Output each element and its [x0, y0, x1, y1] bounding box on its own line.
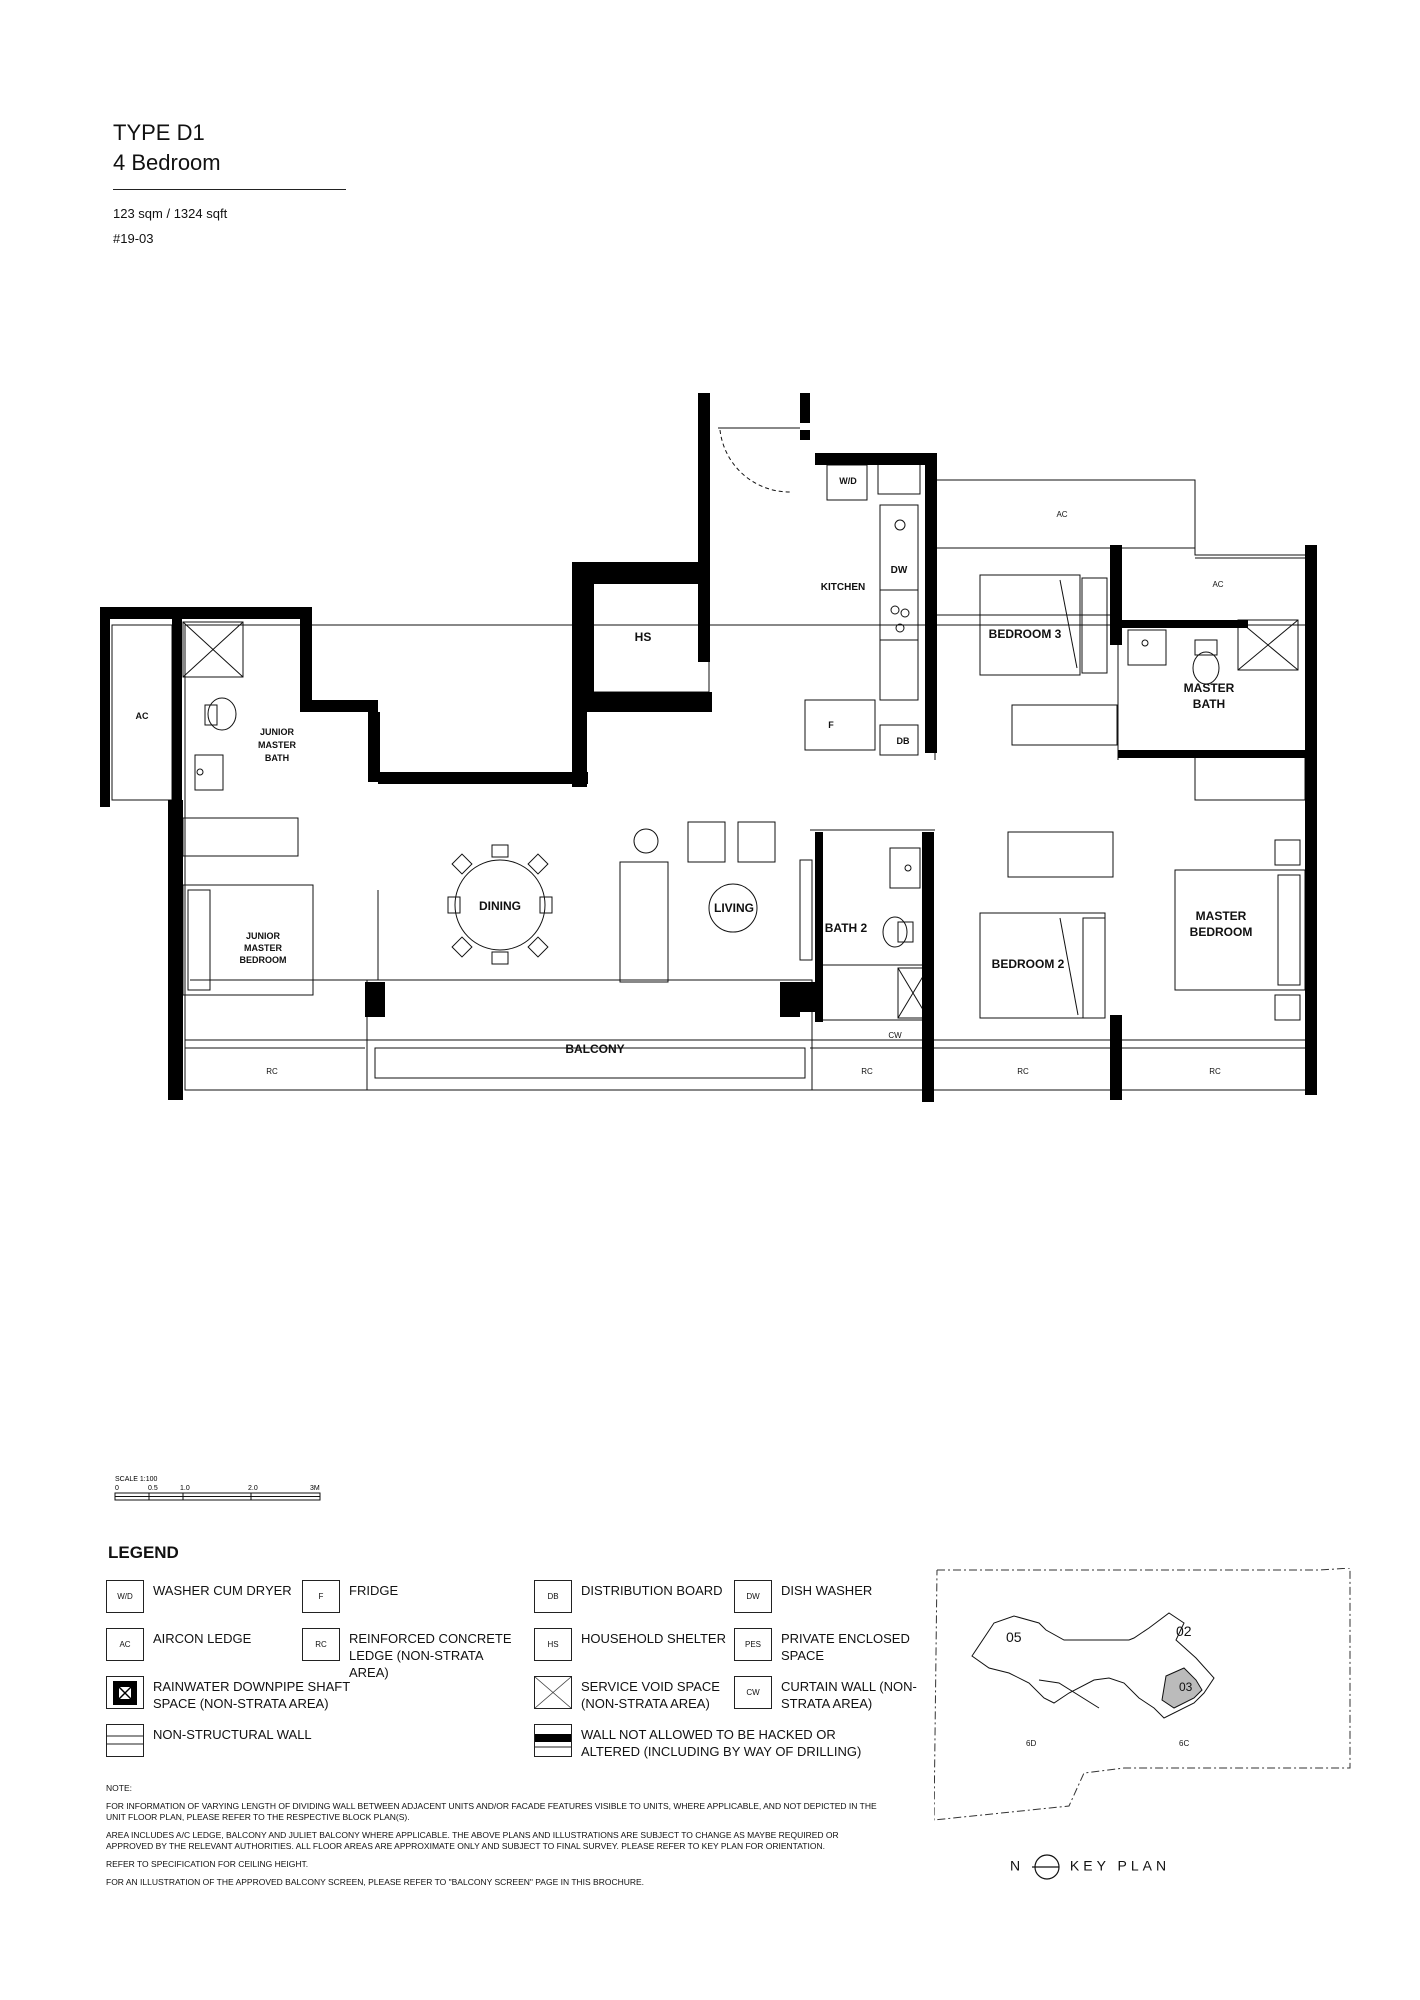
code-label-db: DB [896, 736, 910, 746]
note-line: FOR AN ILLUSTRATION OF THE APPROVED BALCONY SCREEN, PLEASE REFER TO "BALCONY SCREEN" PAGE IN THIS BROCHURE. [106, 1877, 645, 1887]
note-line: AREA INCLUDES A/C LEDGE, BALCONY AND JULIET BALCONY WHERE APPLICABLE. THE ABOVE PLANS AND ILLUSTRATIONS ARE SUBJECT TO CHANGE AS MAYBE REQUIRED OR APPROVED BY THE RELEVANT AUTHORITIES. ALL FLOOR AREAS ARE APPROXIMATE ONLY AND SUBJECT TO FINAL SURVEY. PLEASE REFER TO KEY PLAN FOR ORIENTATION. [106, 1830, 839, 1851]
legend-text: NON-STRUCTURAL WALL [153, 1727, 312, 1742]
legend-item-washer [106, 1580, 292, 1613]
legend-box: PES [734, 1628, 772, 1661]
room-label-master-bedroom-2: BEDROOM [1189, 925, 1253, 939]
room-label-master-bath-1: MASTER [1183, 681, 1235, 695]
key-plan [934, 1568, 1354, 1828]
notes-heading: NOTE: [106, 1783, 132, 1793]
legend-box: AC [106, 1628, 144, 1661]
legend-item-curtain-wall [734, 1676, 934, 1712]
legend-title: LEGEND [108, 1543, 179, 1562]
code-label-rc-2: RC [861, 1067, 873, 1076]
code-label-wd: W/D [839, 476, 857, 486]
note-line: FOR INFORMATION OF VARYING LENGTH OF DIVIDING WALL BETWEEN ADJACENT UNITS AND/OR FACADE FEATURES VISIBLE TO UNITS, WHERE APPLICABLE, AND NOT DEPICTED IN THE UNIT FLOOR PLAN, PLEASE REFER TO THE RESPECTIVE BLOCK PLAN(S). [106, 1801, 877, 1822]
legend-text: DISH WASHER [781, 1583, 873, 1598]
scale-tick-3: 3M [310, 1485, 320, 1492]
room-label-junior-bath-2: MASTER [258, 740, 296, 750]
keyplan-block-6c: 6C [1179, 1739, 1190, 1748]
key-plan-label [1010, 1852, 1170, 1882]
room-label-junior-bedroom-2: MASTER [244, 943, 282, 953]
legend-text: FRIDGE [349, 1583, 399, 1598]
code-label-cw: CW [888, 1031, 902, 1040]
room-label-junior-bath-3: BATH [264, 753, 290, 763]
keyplan-unit-05: 05 [1006, 1629, 1022, 1645]
code-label-rc-3: RC [1017, 1067, 1029, 1076]
scale-bar [113, 1472, 333, 1512]
keyplan-unit-02: 02 [1176, 1623, 1192, 1639]
legend-item-service-void [534, 1676, 734, 1712]
legend-box: DB [534, 1580, 572, 1613]
legend-box: W/D [106, 1580, 144, 1613]
legend-item-dish-washer [734, 1580, 872, 1613]
legend-text: WASHER CUM DRYER [153, 1583, 292, 1598]
keyplan-unit-03: 03 [1179, 1680, 1193, 1694]
legend-text: AIRCON LEDGE [153, 1631, 252, 1646]
legend-text: REINFORCED CONCRETE LEDGE (NON-STRATA AREA) [349, 1631, 512, 1680]
room-label-bedroom-3: BEDROOM 3 [988, 627, 1062, 641]
room-label-junior-bedroom-3: BEDROOM [239, 955, 287, 965]
legend-box: F [302, 1580, 340, 1613]
legend-text: DISTRIBUTION BOARD [581, 1583, 723, 1598]
legend-box: HS [534, 1628, 572, 1661]
rainwater-downpipe-icon [106, 1676, 144, 1709]
legend-item-fridge [302, 1580, 398, 1613]
code-label-ac-left: AC [135, 711, 149, 721]
non-structural-wall-icon [106, 1724, 144, 1757]
scale-tick-2: 2.0 [248, 1485, 258, 1492]
legend-box: CW [734, 1676, 772, 1709]
north-label: N [1010, 1857, 1025, 1874]
legend-text: RAINWATER DOWNPIPE SHAFT SPACE (NON-STRATA AREA) [153, 1679, 350, 1711]
room-label-bath-2: BATH 2 [824, 921, 868, 935]
room-label-dining: DINING [479, 899, 521, 913]
legend-item-pes [734, 1628, 934, 1664]
structural-wall-icon [534, 1724, 572, 1757]
unit-number: #19-03 [113, 231, 154, 246]
legend-item-distribution-board [534, 1580, 723, 1613]
service-void-icon [534, 1676, 572, 1709]
code-label-ac-right: AC [1212, 580, 1224, 589]
code-label-f: F [828, 720, 834, 730]
legend-item-rc-ledge [302, 1628, 532, 1681]
room-label-junior-bedroom-1: JUNIOR [245, 931, 281, 941]
room-label-living: LIVING [713, 901, 755, 915]
north-arrow-icon [1032, 1852, 1062, 1882]
legend-text: HOUSEHOLD SHELTER [581, 1631, 726, 1646]
legend-text: PRIVATE ENCLOSED SPACE [781, 1631, 910, 1663]
legend-item-wall-not-hacked [534, 1724, 894, 1760]
keyplan-block-6d: 6D [1026, 1739, 1037, 1748]
note-line: REFER TO SPECIFICATION FOR CEILING HEIGHT. [106, 1859, 309, 1869]
legend-item-rainwater-downpipe [106, 1676, 396, 1712]
bedroom-count: 4 Bedroom [113, 150, 221, 175]
legend-text: CURTAIN WALL (NON-STRATA AREA) [781, 1679, 917, 1711]
room-label-kitchen: KITCHEN [820, 582, 866, 593]
code-label-rc-4: RC [1209, 1067, 1221, 1076]
legend-item-household-shelter [534, 1628, 726, 1661]
room-label-junior-bath-1: JUNIOR [259, 727, 295, 737]
legend-item-non-structural-wall [106, 1724, 312, 1757]
legend-box: DW [734, 1580, 772, 1613]
code-label-dw: DW [890, 565, 908, 576]
code-label-ac-top: AC [1056, 510, 1068, 519]
room-label-master-bath-2: BATH [1192, 697, 1226, 711]
legend-text: SERVICE VOID SPACE (NON-STRATA AREA) [581, 1679, 720, 1711]
key-plan-text: KEY PLAN [1069, 1857, 1171, 1874]
room-label-bedroom-2: BEDROOM 2 [991, 957, 1065, 971]
scale-tick-0: 0 [115, 1485, 119, 1492]
code-label-rc-1: RC [266, 1067, 278, 1076]
unit-area: 123 sqm / 1324 sqft [113, 206, 228, 221]
legend-text: WALL NOT ALLOWED TO BE HACKED OR ALTERED (INCLUDING BY WAY OF DRILLING) [581, 1727, 862, 1759]
legend-box: RC [302, 1628, 340, 1661]
scale-tick-05: 0.5 [148, 1485, 158, 1492]
room-label-master-bedroom-1: MASTER [1195, 909, 1247, 923]
unit-type-title: TYPE D1 [113, 120, 205, 145]
room-label-balcony: BALCONY [565, 1042, 625, 1056]
notes [106, 1783, 886, 1895]
legend-item-aircon-ledge [106, 1628, 251, 1661]
room-label-hs: HS [634, 630, 652, 644]
scale-tick-1: 1.0 [180, 1485, 190, 1492]
scale-label: SCALE 1:100 [115, 1476, 158, 1483]
